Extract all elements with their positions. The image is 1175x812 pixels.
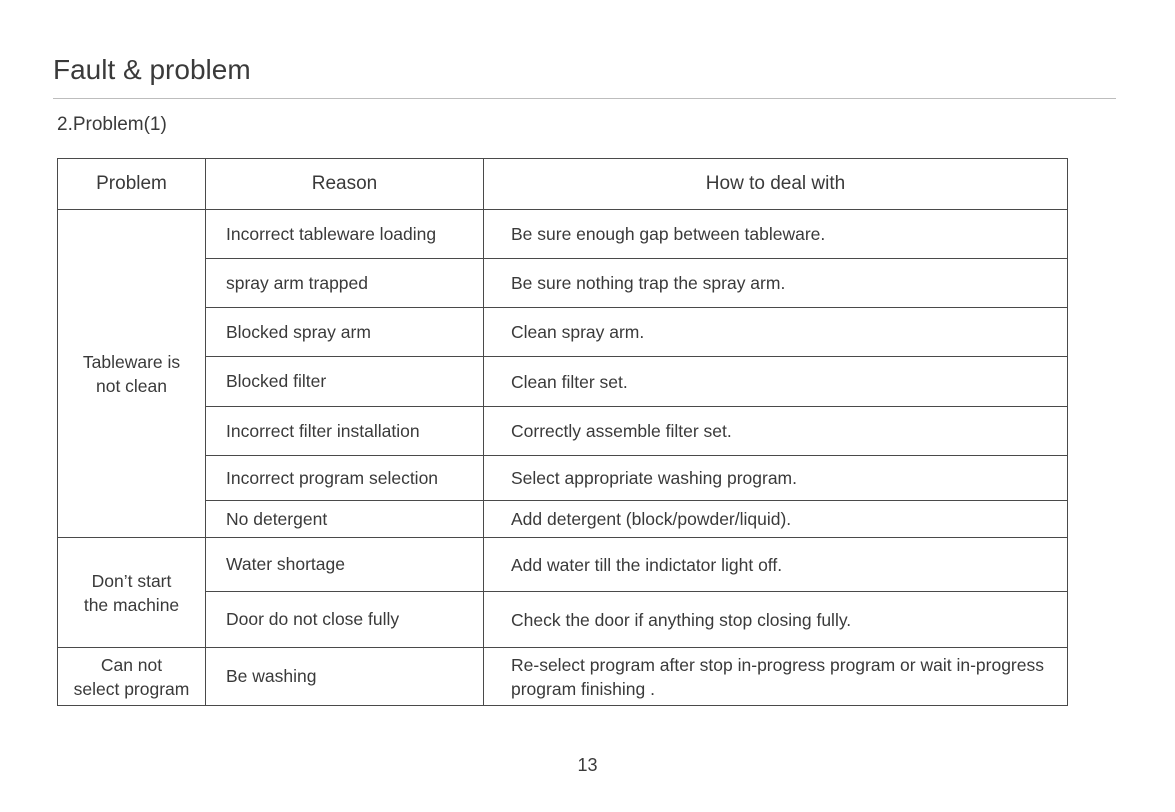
action-cell: Add water till the indictator light off. xyxy=(484,538,1068,592)
fault-table xyxy=(57,158,1068,706)
reason-cell: Incorrect filter installation xyxy=(206,407,484,456)
table-row xyxy=(58,538,1068,592)
action-cell: Be sure enough gap between tableware. xyxy=(484,210,1068,259)
table-row xyxy=(58,308,1068,357)
reason-cell: spray arm trapped xyxy=(206,259,484,308)
header-reason: Reason xyxy=(206,159,484,210)
reason-cell: No detergent xyxy=(206,501,484,538)
header-how-to-deal-with: How to deal with xyxy=(484,159,1068,210)
reason-cell: Incorrect tableware loading xyxy=(206,210,484,259)
table-row xyxy=(58,210,1068,259)
reason-cell: Be washing xyxy=(206,648,484,706)
page-title: Fault & problem xyxy=(53,54,251,85)
action-cell: Clean filter set. xyxy=(484,357,1068,407)
table-row xyxy=(58,648,1068,706)
table-row xyxy=(58,592,1068,648)
action-cell: Clean spray arm. xyxy=(484,308,1068,357)
action-cell: Add detergent (block/powder/liquid). xyxy=(484,501,1068,538)
header-problem: Problem xyxy=(58,159,206,210)
action-cell: Select appropriate washing program. xyxy=(484,456,1068,501)
reason-cell: Blocked filter xyxy=(206,357,484,407)
section-heading: 2.Problem(1) xyxy=(57,114,167,135)
reason-cell: Incorrect program selection xyxy=(206,456,484,501)
table-row xyxy=(58,456,1068,501)
table-row xyxy=(58,501,1068,538)
action-cell: Be sure nothing trap the spray arm. xyxy=(484,259,1068,308)
action-cell: Correctly assemble filter set. xyxy=(484,407,1068,456)
problem-cell: Can not select program xyxy=(58,648,206,706)
table-row xyxy=(58,357,1068,407)
action-cell: Re-select program after stop in-progress program or wait in-progress program finishing . xyxy=(484,648,1068,706)
reason-cell: Blocked spray arm xyxy=(206,308,484,357)
table-row xyxy=(58,407,1068,456)
action-cell: Check the door if anything stop closing fully. xyxy=(484,592,1068,648)
problem-cell: Tableware is not clean xyxy=(58,210,206,538)
table-header-row xyxy=(58,159,1068,210)
table-row xyxy=(58,259,1068,308)
page-number: 13 xyxy=(577,755,598,775)
problem-cell: Don’t start the machine xyxy=(58,538,206,648)
title-divider xyxy=(53,98,1116,99)
reason-cell: Water shortage xyxy=(206,538,484,592)
reason-cell: Door do not close fully xyxy=(206,592,484,648)
